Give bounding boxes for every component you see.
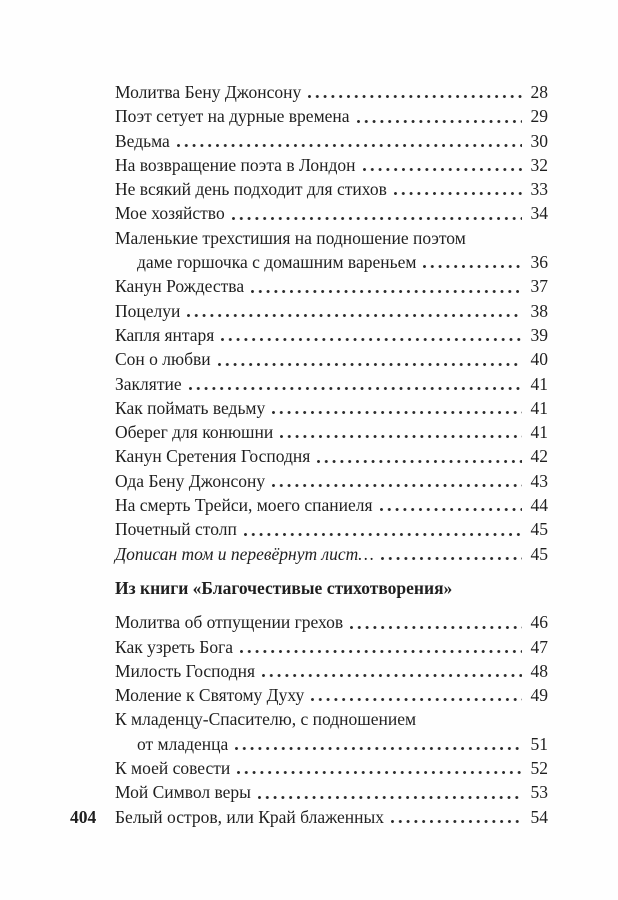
dot-leader bbox=[232, 217, 522, 220]
toc-entry bbox=[115, 805, 548, 829]
dot-leader bbox=[391, 820, 522, 823]
toc-entry bbox=[115, 517, 548, 541]
toc-entry-title: Заклятие bbox=[115, 373, 182, 394]
dot-leader bbox=[187, 314, 522, 317]
dot-leader bbox=[317, 460, 522, 463]
toc-entry-page: 41 bbox=[530, 397, 548, 418]
toc-entry-title: Канун Рождества bbox=[115, 276, 245, 297]
toc-entry-title: На смерть Трейси, моего спаниеля bbox=[115, 495, 373, 516]
toc-entry-page: 41 bbox=[530, 373, 548, 394]
toc-entry bbox=[115, 683, 548, 707]
toc-entry bbox=[115, 372, 548, 396]
dot-leader bbox=[235, 747, 522, 750]
toc-entry-page: 42 bbox=[530, 446, 548, 467]
toc-entry-page: 34 bbox=[530, 203, 548, 224]
toc-entry-page: 36 bbox=[530, 252, 548, 273]
toc-entry-title: К моей совести bbox=[115, 758, 231, 779]
toc-entry bbox=[115, 469, 548, 493]
toc-entry bbox=[115, 635, 548, 659]
toc-entry-title: Маленькие трехстишия на подношение поэтом bbox=[115, 227, 466, 248]
toc-entry bbox=[115, 129, 548, 153]
toc-entry-title: Мое хозяйство bbox=[115, 203, 225, 224]
dot-leader bbox=[221, 338, 522, 341]
toc-entry-page: 40 bbox=[530, 349, 548, 370]
toc-entry-page: 33 bbox=[530, 179, 548, 200]
toc-entry-page: 45 bbox=[530, 543, 548, 564]
dot-leader bbox=[423, 265, 522, 268]
toc-entry bbox=[115, 756, 548, 780]
toc-entry-page: 39 bbox=[530, 324, 548, 345]
toc-entry-title: Ода Бену Джонсону bbox=[115, 470, 266, 491]
toc-entry bbox=[115, 177, 548, 201]
toc-entry-page: 37 bbox=[530, 276, 548, 297]
toc-entry-page: 48 bbox=[530, 660, 548, 681]
dot-leader bbox=[262, 674, 522, 677]
toc-entry-page: 38 bbox=[530, 300, 548, 321]
toc-entry-continuation bbox=[115, 250, 548, 274]
dot-leader bbox=[189, 387, 522, 390]
toc-entry bbox=[115, 201, 548, 225]
toc-entry-page: 46 bbox=[530, 612, 548, 633]
toc-entry-page: 47 bbox=[530, 636, 548, 657]
dot-leader bbox=[240, 650, 522, 653]
dot-leader bbox=[308, 95, 522, 98]
toc-entry-title: Милость Господня bbox=[115, 660, 256, 681]
toc-entry-title: Капля янтаря bbox=[115, 324, 215, 345]
toc-entry-page: 45 bbox=[530, 519, 548, 540]
toc-entry-title: Дописан том и перевёрнут лист… bbox=[115, 543, 374, 564]
toc-entry bbox=[115, 153, 548, 177]
toc-entry bbox=[115, 707, 548, 756]
toc-entry-title: Моление к Святому Духу bbox=[115, 685, 305, 706]
dot-leader bbox=[272, 484, 522, 487]
toc-entry-page: 49 bbox=[530, 685, 548, 706]
toc-entry-title-cont: даме горшочка с домашним вареньем bbox=[137, 252, 417, 273]
toc-entry-page: 41 bbox=[530, 422, 548, 443]
toc-entry-title: Белый остров, или Край блаженных bbox=[115, 806, 384, 827]
toc-entry-title: Молитва Бену Джонсону bbox=[115, 82, 302, 102]
toc-entry bbox=[115, 274, 548, 298]
table-of-contents bbox=[115, 80, 548, 829]
toc-entry bbox=[115, 444, 548, 468]
toc-entry bbox=[115, 347, 548, 371]
toc-entry-title: Как узреть Бога bbox=[115, 636, 234, 657]
toc-entry-title: Как поймать ведьму bbox=[115, 397, 266, 418]
dot-leader bbox=[237, 771, 522, 774]
toc-entry-title: Мой Символ веры bbox=[115, 782, 251, 803]
toc-entry bbox=[115, 659, 548, 683]
toc-entry-page: 52 bbox=[530, 758, 548, 779]
toc-entry-page: 44 bbox=[530, 495, 548, 516]
toc-entry-title: Сон о любви bbox=[115, 349, 211, 370]
toc-entry-title: Ведьма bbox=[115, 130, 170, 151]
dot-leader bbox=[218, 363, 522, 366]
dot-leader bbox=[394, 192, 522, 195]
toc-entry-page: 28 bbox=[530, 82, 548, 102]
toc-entry bbox=[115, 420, 548, 444]
toc-entry bbox=[115, 226, 548, 275]
toc-entry-title: Поэт сетует на дурные времена bbox=[115, 106, 350, 127]
dot-leader bbox=[258, 796, 522, 799]
dot-leader bbox=[177, 144, 522, 147]
toc-entry bbox=[115, 610, 548, 634]
dot-leader bbox=[311, 698, 522, 701]
toc-entry-continuation bbox=[115, 732, 548, 756]
toc-entry-title: Не всякий день подходит для стихов bbox=[115, 179, 387, 200]
toc-entry-title: На возвращение поэта в Лондон bbox=[115, 154, 356, 175]
toc-entry bbox=[115, 104, 548, 128]
toc-entry-title: Оберег для конюшни bbox=[115, 422, 274, 443]
dot-leader bbox=[357, 120, 522, 123]
page-number: 404 bbox=[70, 807, 97, 827]
toc-entry-page: 29 bbox=[530, 106, 548, 127]
toc-entry bbox=[115, 80, 548, 104]
toc-entry bbox=[115, 299, 548, 323]
toc-entry-title: Почетный столп bbox=[115, 519, 237, 540]
toc-entry-page: 54 bbox=[530, 806, 548, 827]
toc-entry bbox=[115, 396, 548, 420]
dot-leader bbox=[280, 435, 522, 438]
dot-leader bbox=[363, 168, 522, 171]
toc-entry bbox=[115, 493, 548, 517]
dot-leader bbox=[381, 557, 522, 560]
toc-entry-title-cont: от младенца bbox=[137, 733, 229, 754]
toc-entry bbox=[115, 323, 548, 347]
dot-leader bbox=[251, 290, 522, 293]
dot-leader bbox=[272, 411, 522, 414]
toc-entry bbox=[115, 542, 548, 566]
toc-entry-title: К младенцу-Спасителю, с подношением bbox=[115, 709, 417, 730]
toc-entry-title: Поцелуи bbox=[115, 300, 181, 321]
toc-entry-page: 30 bbox=[530, 130, 548, 151]
dot-leader bbox=[244, 533, 522, 536]
dot-leader bbox=[380, 508, 522, 511]
toc-entry-page: 53 bbox=[530, 782, 548, 803]
dot-leader bbox=[350, 626, 522, 629]
toc-entry-page: 51 bbox=[530, 733, 548, 754]
toc-entry-page: 32 bbox=[530, 154, 548, 175]
toc-entry-title: Канун Сретения Господня bbox=[115, 446, 311, 467]
toc-section-heading: Из книги «Благочестивые стихотворения» bbox=[115, 577, 453, 598]
toc-entry-page: 43 bbox=[530, 470, 548, 491]
toc-entry-title: Молитва об отпущении грехов bbox=[115, 612, 344, 633]
toc-entry bbox=[115, 780, 548, 804]
